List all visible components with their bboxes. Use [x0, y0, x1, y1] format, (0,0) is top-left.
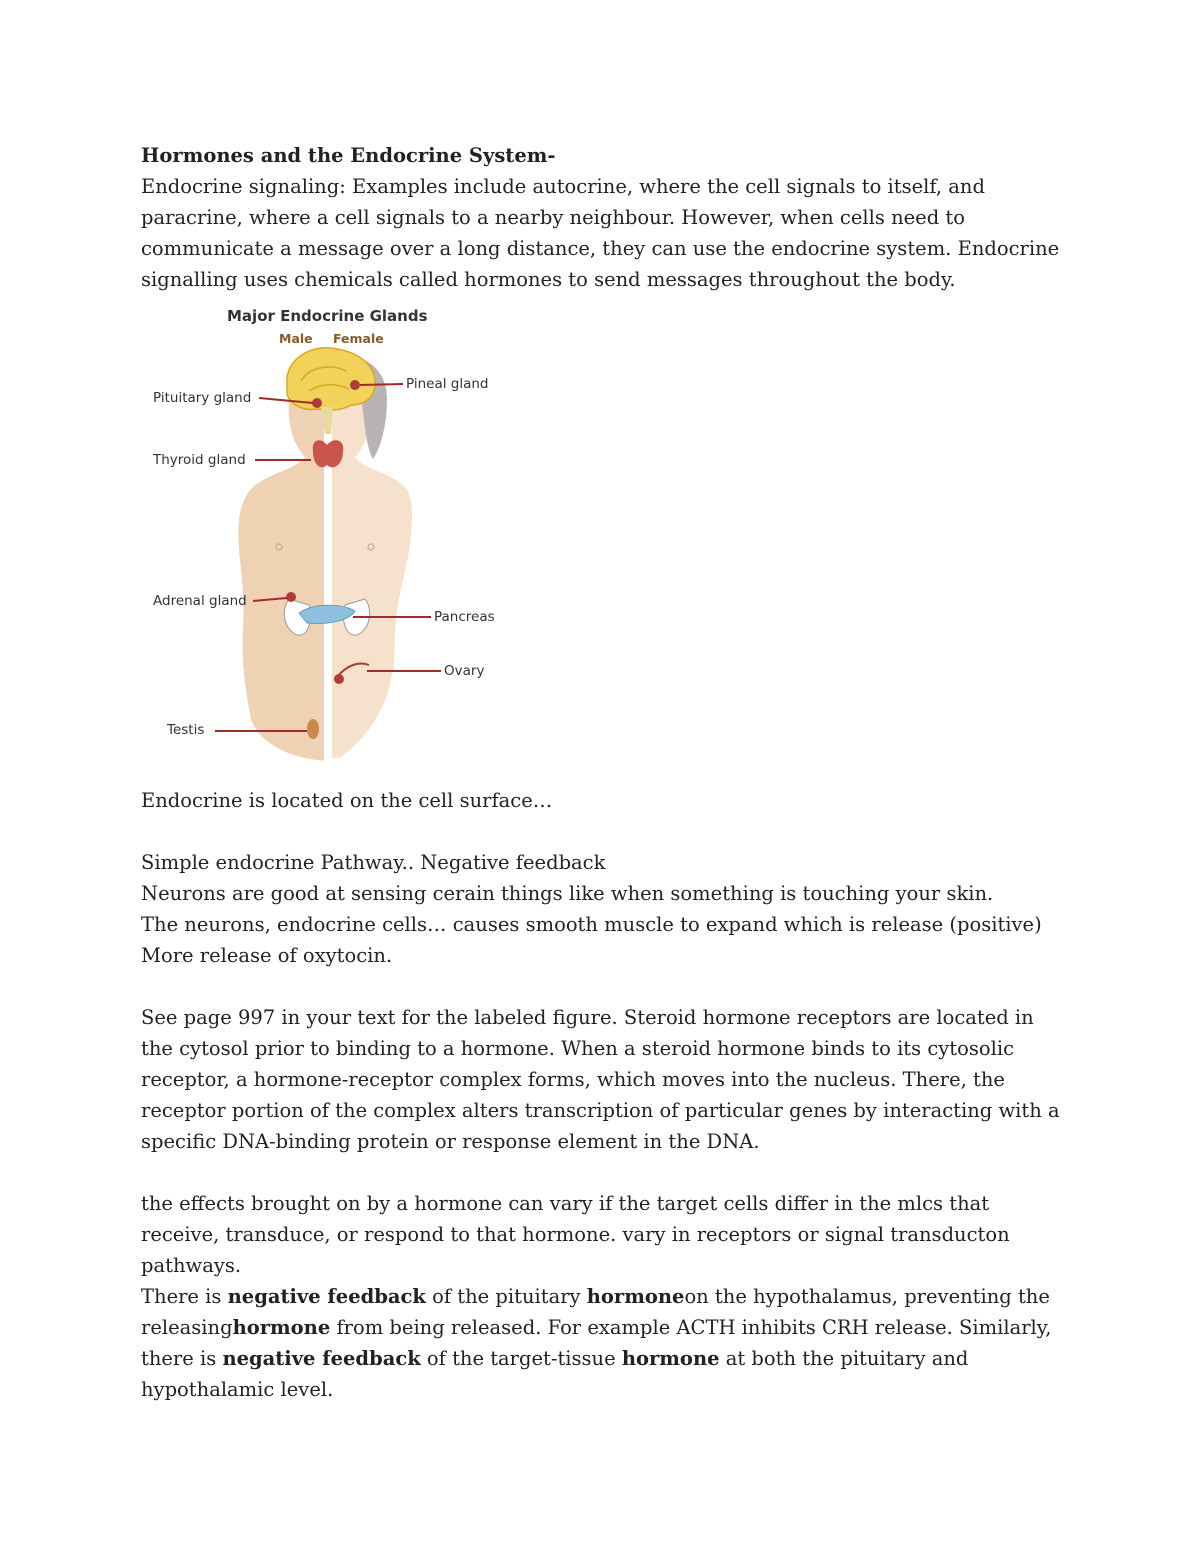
ovary-label: Ovary [444, 663, 485, 679]
figure-title: Major Endocrine Glands [227, 307, 428, 325]
page-title: Hormones and the Endocrine System- [141, 144, 556, 167]
pituitary-gland-label: Pituitary gland [153, 390, 252, 406]
testis-label: Testis [167, 722, 205, 738]
female-label: Female [333, 331, 384, 346]
document-page [141, 140, 1071, 1405]
bold-term: hormone [621, 1347, 720, 1370]
endocrine-glands-figure [141, 299, 521, 769]
pathway-line-3: The neurons, endocrine cells… causes smooth muscle to expand which is release (positive) [141, 913, 1042, 936]
text-span: of the pituitary [425, 1285, 587, 1308]
bold-term: negative feedback [227, 1285, 426, 1308]
male-label: Male [279, 331, 313, 346]
pathway-line-2: Neurons are good at sensing cerain things like when something is touching your skin. [141, 882, 994, 905]
pancreas-label: Pancreas [434, 609, 495, 625]
effects-paragraph: the effects brought on by a hormone can vary if the target cells differ in the mlcs that receive, transduce, or respond to that hormone. vary in receptors or signal transducton pathways. [141, 1192, 1010, 1277]
text-span: on the hypothalamus, preventing the releasing [141, 1285, 1050, 1339]
text-span: of the target-tissue [420, 1347, 622, 1370]
intro-paragraph: Endocrine signaling: Examples include autocrine, where the cell signals to itself, and paracrine, where a cell signals to a nearby neighbour. However, when cells need to communicate a message over a long distance, they can use the endocrine system. Endocrine signalling uses chemicals called hormones to send messages throughout the body. [141, 175, 1060, 291]
text-span: from being released. For example ACTH inhibits CRH release. Similarly, there is [141, 1316, 1052, 1370]
body-diagram [141, 299, 521, 769]
text-span: There is [141, 1285, 228, 1308]
bold-term: hormone [586, 1285, 685, 1308]
pathway-line-1: Simple endocrine Pathway.. Negative feedback [141, 851, 606, 874]
feedback-paragraph [141, 1281, 1071, 1405]
pathway-line-4: More release of oxytocin. [141, 944, 393, 967]
steroid-receptor-paragraph: See page 997 in your text for the labeled figure. Steroid hormone receptors are located in the cytosol prior to binding to a hormone. When a steroid hormone binds to its cytosolic receptor, a hormone-receptor complex forms, which moves into the nucleus. There, the receptor portion of the complex alters transcription of particular genes by interacting with a specific DNA-binding protein or response element in the DNA. [141, 1006, 1060, 1153]
bold-term: negative feedback [222, 1347, 421, 1370]
text-span: at both the pituitary and hypothalamic level. [141, 1347, 969, 1401]
paragraph-cell-surface: Endocrine is located on the cell surface… [141, 789, 553, 812]
bold-term: hormone [232, 1316, 331, 1339]
adrenal-gland-label: Adrenal gland [153, 593, 247, 609]
pineal-gland-label: Pineal gland [406, 376, 489, 392]
thyroid-gland-label: Thyroid gland [153, 452, 246, 468]
